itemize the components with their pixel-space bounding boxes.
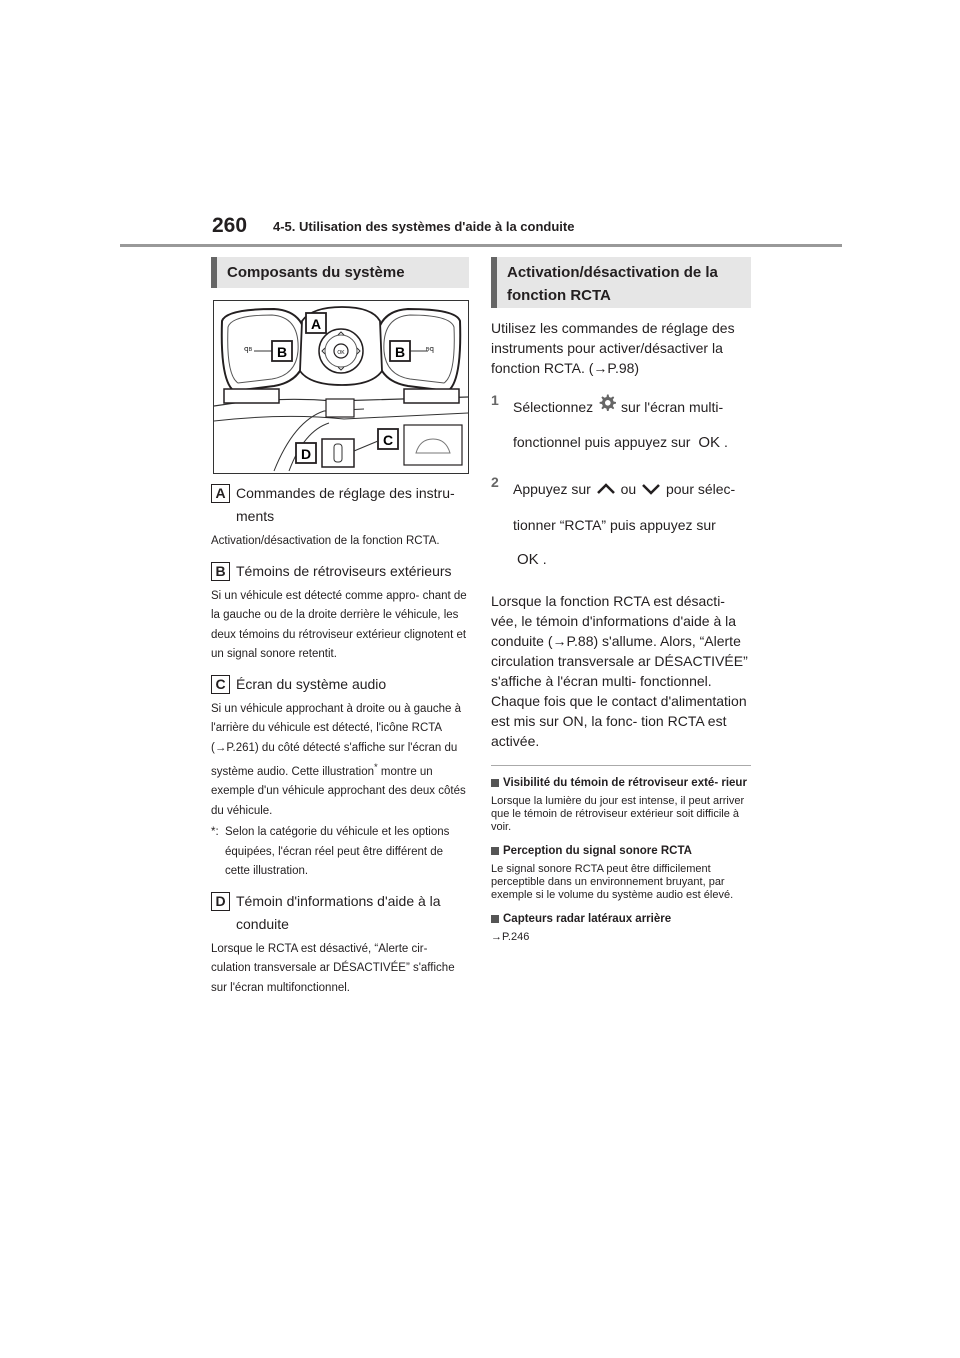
step-2-post: pour sélec- tionner “RCTA” puis appuyez sur bbox=[513, 481, 736, 533]
letter-d-box: D bbox=[211, 892, 230, 911]
intro-text: Utilisez les commandes de réglage des instruments pour activer/désactiver la fonction RCTA. (→P.98) bbox=[491, 320, 735, 376]
step-2-mid: ou bbox=[620, 481, 637, 498]
item-d bbox=[211, 890, 469, 936]
step-1-end: . bbox=[724, 434, 728, 451]
item-b-body: Si un véhicule est détecté comme appro- chant de la gauche ou de la droite derrière le véhicule, les deux témoins du rétroviseur extérieur clignotent et un signal sonore retentit. bbox=[211, 589, 467, 660]
label-b-left: B bbox=[276, 344, 288, 360]
header-rule bbox=[120, 244, 842, 247]
footnote bbox=[211, 823, 469, 882]
note-1-body: Lorsque la lumière du jour est intense, il peut arriver que le témoin de rétroviseur extérieur soit difficile à voir. bbox=[491, 794, 745, 833]
note-3-title-text: Capteurs radar latéraux arrière bbox=[503, 912, 672, 925]
gear-icon bbox=[597, 391, 617, 425]
note-bullet bbox=[491, 847, 499, 855]
ok-button-glyph: OK bbox=[698, 434, 721, 452]
notes-divider bbox=[491, 765, 751, 766]
item-c bbox=[211, 673, 469, 696]
note-bullet bbox=[491, 779, 499, 787]
label-ok: OK bbox=[337, 350, 345, 356]
activation-heading: Activation/désactivation de la fonction RCTA bbox=[491, 257, 751, 308]
note-1-title bbox=[491, 776, 751, 791]
item-b-title: Témoins de rétroviseurs extérieurs bbox=[236, 562, 452, 579]
section-title: 4-5. Utilisation des systèmes d'aide à la conduite bbox=[273, 219, 575, 234]
dashboard-illustration bbox=[214, 301, 468, 473]
footnote-text: Selon la catégorie du véhicule et les options équipées, l'écran réel peut être différent de cette illustration. bbox=[225, 826, 450, 878]
letter-c-box: C bbox=[211, 675, 230, 694]
step-1 bbox=[491, 390, 751, 460]
step-1-number: 1 bbox=[491, 392, 499, 408]
step-2-text bbox=[513, 472, 751, 576]
note-1-title-text: Visibilité du témoin de rétroviseur exté- rieur bbox=[503, 776, 747, 789]
step-2-pre: Appuyez sur bbox=[513, 481, 591, 498]
rcta-paragraph: Lorsque la fonction RCTA est désacti- vée, le témoin d'informations d'aide à la conduite (→P.88) s'allume. Alors, “Alerte circulation transversale ar DÉSACTIVÉE” s'affiche à l'écran multi- fonctionnel. Chaque fois que le contact d'alimentation est mis sur ON, la fonc- tion RCTA est activée. bbox=[491, 592, 748, 749]
letter-a-box: A bbox=[211, 484, 230, 503]
chevron-up-icon bbox=[595, 474, 617, 508]
step-1-text bbox=[513, 390, 751, 460]
ok-button-glyph-2: OK bbox=[517, 550, 539, 568]
footnote-mark: *: bbox=[211, 826, 219, 839]
item-c-body bbox=[211, 700, 469, 822]
right-column bbox=[491, 257, 751, 944]
system-figure bbox=[213, 300, 469, 474]
note-2-body: Le signal sonore RCTA peut être difficilement perceptible dans un environnement bruyant, par exemple si le volume du système audio est élevé. bbox=[491, 862, 734, 901]
note-3-title bbox=[491, 912, 751, 927]
note-2-title bbox=[491, 844, 751, 859]
chevron-down-icon bbox=[640, 474, 662, 508]
left-column bbox=[211, 257, 469, 998]
step-1-post: sur l'écran multi- fonctionnel puis appuyez sur bbox=[513, 399, 724, 451]
item-a-body: Activation/désactivation de la fonction RCTA. bbox=[211, 535, 440, 547]
item-b bbox=[211, 560, 469, 583]
label-d: D bbox=[300, 446, 312, 462]
item-c-body-pre: Si un véhicule approchant à droite ou à gauche à l'arrière du véhicule est détecté, l'icône RCTA (→P.261) du côté détecté s'affiche sur l'écran du système audio. Cette illustration bbox=[211, 702, 461, 778]
step-2-number: 2 bbox=[491, 474, 499, 491]
step-2-end: . bbox=[542, 550, 547, 567]
label-b-right: B bbox=[394, 344, 406, 360]
label-a: A bbox=[310, 316, 322, 332]
letter-b-box: B bbox=[211, 562, 230, 581]
note-2-title-text: Perception du signal sonore RCTA bbox=[503, 844, 692, 857]
page-number: 260 bbox=[212, 214, 248, 237]
item-c-star: * bbox=[374, 762, 378, 773]
note-3-body: →P.246 bbox=[491, 930, 530, 943]
components-heading: Composants du système bbox=[211, 257, 469, 288]
item-d-title: Témoin d'informations d'aide à la conduite bbox=[236, 892, 441, 932]
item-c-title: Écran du système audio bbox=[236, 675, 387, 692]
item-d-body: Lorsque le RCTA est désactivé, “Alerte cir- culation transversale ar DÉSACTIVÉE” s'affiche sur l'écran multifonctionnel. bbox=[211, 942, 455, 994]
label-c: C bbox=[382, 432, 394, 448]
item-c-body-post: montre un exemple d'un véhicule approchant des deux côtés du véhicule. bbox=[211, 765, 466, 817]
svg-text:ᴮꟼ: ᴮꟼ bbox=[426, 346, 435, 355]
note-bullet bbox=[491, 915, 499, 923]
step-1-pre: Sélectionnez bbox=[513, 399, 594, 415]
item-a bbox=[211, 482, 469, 528]
svg-text:ꟼᴮ: ꟼᴮ bbox=[244, 346, 253, 355]
step-2 bbox=[491, 472, 751, 576]
item-a-title: Commandes de réglage des instru- ments bbox=[236, 485, 455, 524]
